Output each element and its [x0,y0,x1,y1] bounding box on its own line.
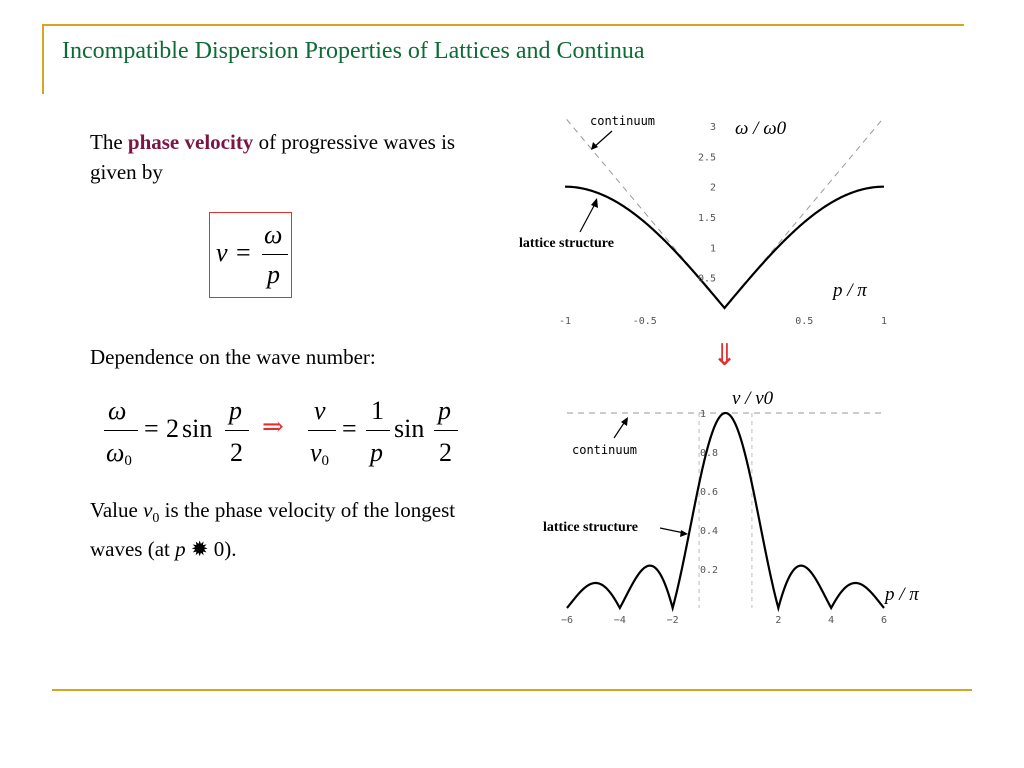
chart1-lattice-label: lattice structure [519,236,614,251]
chart2-x-tick-label: −4 [613,615,626,626]
eq1-denominator: p [267,260,280,289]
chart1-x-tick-label: -0.5 [632,316,657,327]
phase-velocity-highlight: phase velocity [127,130,254,154]
chart2-lattice-arrowhead [680,530,688,537]
chart1-x-axis-label: p / π [833,280,867,301]
chart2-y-tick-label: 0.8 [700,448,719,459]
eq2-omega0: $\omega_0$ [106,438,132,469]
chart1-y-tick-label: 1.5 [697,213,716,224]
chart1-continuum-arrowhead [591,142,598,150]
eq2-v: v [314,396,326,425]
eq2-equals2: = [342,414,357,443]
chart2-x-tick-label: 2 [775,615,782,626]
eq2-one: 1 [371,396,384,425]
eq2-p3: p [438,396,451,425]
eq2-den2: 2 [230,438,243,467]
phase-velocity-chart [561,409,887,626]
chart2-y-tick-label: 0.2 [700,565,719,576]
chart1-y-tick-label: 1 [709,243,716,255]
chart2-y-tick-label: 0.6 [700,487,719,498]
v0-description: Value $v_0$ is the phase velocity of the longest waves (at p ✹ 0). [90,498,456,562]
eq2-p2: p [370,438,383,467]
chart2-lattice-label: lattice structure [543,520,638,535]
chart2-x-tick-label: 4 [828,615,835,626]
eq2-sin2: sin [394,414,425,443]
chart1-y-tick-label: 3 [709,122,716,133]
eq2-two: 2 [166,414,179,443]
chart1-lattice-pointer [580,202,596,232]
chart1-continuum-label: continuum [590,114,656,128]
chart2-continuum-label: continuum [572,443,638,457]
dependence-text: Dependence on the wave number: [90,345,376,369]
chart2-y-axis-label: v / v0 [732,388,774,409]
chart2-continuum-arrowhead [621,417,628,426]
approaches-glyph: ✹ [190,537,209,562]
chart2-x-tick-label: −2 [666,615,679,626]
slide-title: Incompatible Dispersion Properties of Lattices and Continua [62,38,645,64]
implies-arrow: ⇒ [262,412,284,441]
eq1-lhs: v [216,238,228,267]
chart2-x-tick-label: −6 [560,615,574,626]
eq1-numerator: ω [264,220,283,249]
eq2-v0: $v_0$ [310,438,330,469]
eq2-den3: 2 [439,438,452,467]
eq2-sin1: sin [182,414,213,443]
chart1-x-tick-label: 1 [880,316,888,327]
eq2-equals1: = [144,414,159,443]
intro-text-post: of progressive waves is given by [90,130,456,184]
chart2-y-tick-label: 0.4 [700,526,719,537]
chart2-lattice-pointer [660,528,684,533]
chart1-y-axis-label: ω / ω0 [735,118,787,139]
chart1-lattice-arrowhead [591,198,598,208]
chart1-y-tick-label: 0.5 [697,273,716,285]
chart1-y-tick-label: 2 [709,182,716,194]
chart1-y-tick-label: 2.5 [697,152,716,164]
chart2-y-tick-label: 1 [700,409,707,420]
eq1-equals: = [236,238,251,267]
intro-text-pre: The [90,130,128,154]
eq2-p1: p [229,396,242,425]
eq2-omega: ω [108,396,127,425]
chart1-x-tick-label: -1 [558,316,572,327]
chart2-x-axis-label: p / π [885,584,919,605]
down-implies-arrow: ⇓ [712,338,738,373]
chart1-x-tick-label: 0.5 [795,316,814,327]
chart2-x-tick-label: 6 [880,615,888,626]
